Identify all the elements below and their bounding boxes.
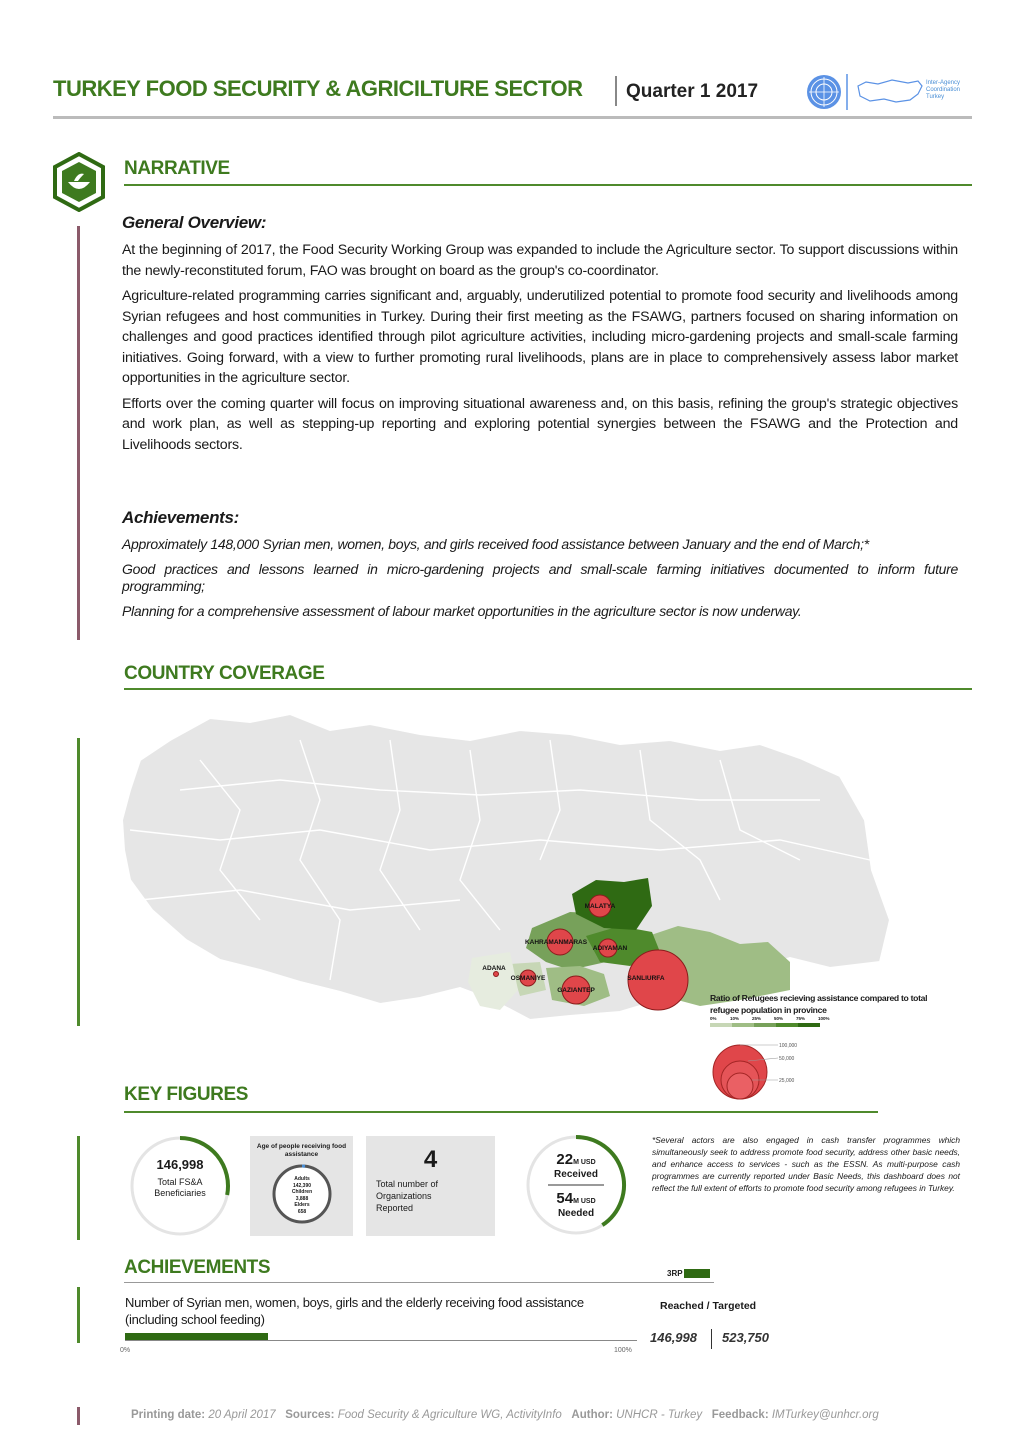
- footer: [131, 1409, 879, 1421]
- footer-feedback-value: IMTurkey@unhcr.org: [771, 1409, 879, 1421]
- achievements-heading: Achievements:: [122, 508, 240, 527]
- partner-logo-text: Inter-Agency Coordination Turkey: [926, 80, 961, 100]
- age-elders-label: Elders: [294, 1202, 310, 1209]
- age-children-value: 3,888: [295, 1195, 309, 1202]
- 3rp-badge: [667, 1269, 710, 1278]
- footer-side-bar: [77, 1407, 80, 1425]
- funding-needed-value: 54: [556, 1190, 574, 1207]
- organizations-value: 4: [423, 1146, 438, 1173]
- bubble-size-25k: 25,000: [779, 1078, 795, 1084]
- funding-ring: [524, 1133, 628, 1237]
- age-adults-label: Adults: [294, 1176, 310, 1182]
- overview-paragraph: Efforts over the coming quarter will focus on improving situational awareness and, on this basis, refining the group's strategic objectives and work plan, as well as stepping-up reporting and exploring potential synergies between the FSAWG and the Protection and Livelihoods sectors.: [122, 395, 958, 453]
- funding-received-value: 22: [556, 1151, 574, 1168]
- reached-targeted-divider: [711, 1329, 712, 1349]
- coverage-title: COUNTRY COVERAGE: [124, 663, 325, 684]
- progress-scale-max: 100%: [614, 1347, 632, 1354]
- overview-heading: General Overview:: [122, 213, 267, 232]
- funding-received-unit: M USD: [573, 1159, 596, 1166]
- footer-sources-value: Food Security & Agriculture WG, ActivityInfo: [337, 1409, 562, 1421]
- age-adults-value: 142,390: [292, 1182, 312, 1189]
- label-sanliurfa: SANLIURFA: [627, 975, 665, 982]
- header-rule: [53, 116, 972, 119]
- bubble-size-50k: 50,000: [779, 1056, 795, 1062]
- organizations-label: Total number of Organizations Reported: [376, 1179, 439, 1213]
- indicator-progress-track: [125, 1333, 637, 1341]
- label-adiyaman: ADIYAMAN: [592, 945, 628, 952]
- narrative-rule: [124, 184, 972, 186]
- 3rp-label: 3RP: [667, 1269, 683, 1278]
- legend-swatch: [798, 1023, 820, 1027]
- funding-received-label: Received: [554, 1169, 598, 1180]
- indicator-progress-fill: [125, 1333, 268, 1340]
- beneficiaries-label: Total FS&A Beneficiaries: [154, 1177, 206, 1198]
- achievement-item: Good practices and lessons learned in micro-gardening projects and small-scale farming initiatives documented to inform future programming;: [122, 561, 958, 594]
- progress-scale-min: 0%: [120, 1347, 131, 1354]
- label-gaziantep: GAZIANTEP: [557, 987, 595, 994]
- coverage-rule: [124, 688, 972, 690]
- legend-tick: 100%: [818, 1016, 830, 1021]
- label-malatya: MALATYA: [584, 903, 616, 910]
- un-logo-icon: [804, 72, 848, 112]
- legend-tick: 10%: [730, 1016, 740, 1021]
- achievements-title: ACHIEVEMENTS: [124, 1257, 271, 1278]
- achievements-rule: [124, 1282, 714, 1283]
- funding-received: [524, 1151, 628, 1180]
- key-figures-title: KEY FIGURES: [124, 1084, 249, 1105]
- age-children-label: Children: [291, 1189, 313, 1196]
- age-breakdown: [271, 1176, 333, 1216]
- label-adana: ADANA: [482, 965, 506, 972]
- label-kahramanmaras: KAHRAMANMARAS: [524, 939, 588, 946]
- age-elders-value: 658: [297, 1208, 307, 1215]
- 3rp-swatch: [684, 1269, 710, 1278]
- cash-programmes-note: *Several actors are also engaged in cash transfer programmes which simultaneously seek to address promote food security, address other basic needs, and enhance access to services - such as the ESSN. As multi-purpose cash programmes are currently reported under Basic Needs, this dashboard does not reflect the full extent of efforts to promote food security among refugees in Turkey.: [652, 1135, 960, 1193]
- beneficiaries-value: 146,998: [156, 1157, 204, 1172]
- map-legend-scale: [710, 1016, 840, 1032]
- legend-tick: 75%: [796, 1016, 806, 1021]
- age-title: Age of people receiving food assistance: [256, 1143, 347, 1158]
- achievement-item: Planning for a comprehensive assessment of labour market opportunities in the agriculture sector is now underway.: [122, 603, 802, 619]
- footer-sources-label: Sources:: [285, 1409, 335, 1421]
- funding-needed: [524, 1190, 628, 1219]
- achievements-side-bar: [77, 1287, 80, 1343]
- map-legend-title: Ratio of Refugees recieving assistance compared to total refugee population in province: [710, 993, 928, 1015]
- legend-swatches: [710, 1023, 840, 1027]
- legend-tick: 0%: [710, 1016, 717, 1021]
- bubble-size-100k: 100,000: [779, 1043, 798, 1049]
- footer-author-value: UNHCR - Turkey: [616, 1409, 703, 1421]
- funding-needed-unit: M USD: [573, 1198, 596, 1205]
- legend-swatch: [776, 1023, 798, 1027]
- food-bowl-icon: [52, 152, 106, 212]
- turkey-coverage-map: [100, 700, 900, 1030]
- achievement-item: Approximately 148,000 Syrian men, women, boys, and girls received food assistance between January and the end of March;*: [122, 536, 869, 552]
- legend-tick: 50%: [774, 1016, 784, 1021]
- key-figures-rule: [124, 1111, 878, 1113]
- narrative-title: NARRATIVE: [124, 158, 230, 179]
- legend-tick: 25%: [752, 1016, 762, 1021]
- label-osmaniye: OSMANIYE: [510, 975, 546, 982]
- footer-feedback-label: Feedback:: [711, 1409, 769, 1421]
- footer-author-label: Author:: [571, 1409, 613, 1421]
- overview-text: [122, 240, 958, 455]
- bubble-adana: [494, 972, 499, 977]
- footer-printing-label: Printing date:: [131, 1409, 206, 1421]
- overview-paragraph: Agriculture-related programming carries significant and, arguably, underutilized potential to promote food security and livelihoods among Syrian refugees and host communities in Turkey. During their first meeting as the FSAWG, partners focused on sharing information on challenges and good practices identified through pilot agriculture activities, including micro-gardening projects and small-scale farming initiatives. Going forward, with a view to further promoting rural livelihoods, plans are in place to comprehensively assess labor market opportunities in the agriculture sector.: [122, 288, 958, 386]
- indicator-text: Number of Syrian men, women, boys, girls and the elderly receiving food assistance (including school feeding): [125, 1295, 584, 1327]
- achievements-list: [122, 536, 958, 620]
- legend-swatch: [732, 1023, 754, 1027]
- overview-paragraph: At the beginning of 2017, the Food Security Working Group was expanded to include the Agriculture sector. To support discussions within the newly-reconstituted forum, FAO was brought on board as the group's co-coordinator.: [122, 242, 958, 279]
- narrative-side-bar: [77, 226, 80, 640]
- targeted-value: 523,750: [722, 1330, 769, 1345]
- key-figures-side-bar: [77, 1136, 80, 1240]
- reached-targeted-label: Reached / Targeted: [660, 1300, 757, 1312]
- coverage-side-bar: [77, 738, 80, 1026]
- bubble-size-legend: [708, 1034, 808, 1100]
- funding-needed-label: Needed: [557, 1208, 595, 1219]
- reached-value: 146,998: [650, 1330, 697, 1345]
- quarter-label: Quarter 1 2017: [626, 81, 759, 102]
- legend-swatch: [754, 1023, 776, 1027]
- footer-printing-value: 20 April 2017: [208, 1409, 276, 1421]
- page-title: TURKEY FOOD SECURITY & AGRICILTURE SECTOR: [53, 76, 583, 101]
- legend-swatch: [710, 1023, 732, 1027]
- header-separator: [615, 76, 617, 106]
